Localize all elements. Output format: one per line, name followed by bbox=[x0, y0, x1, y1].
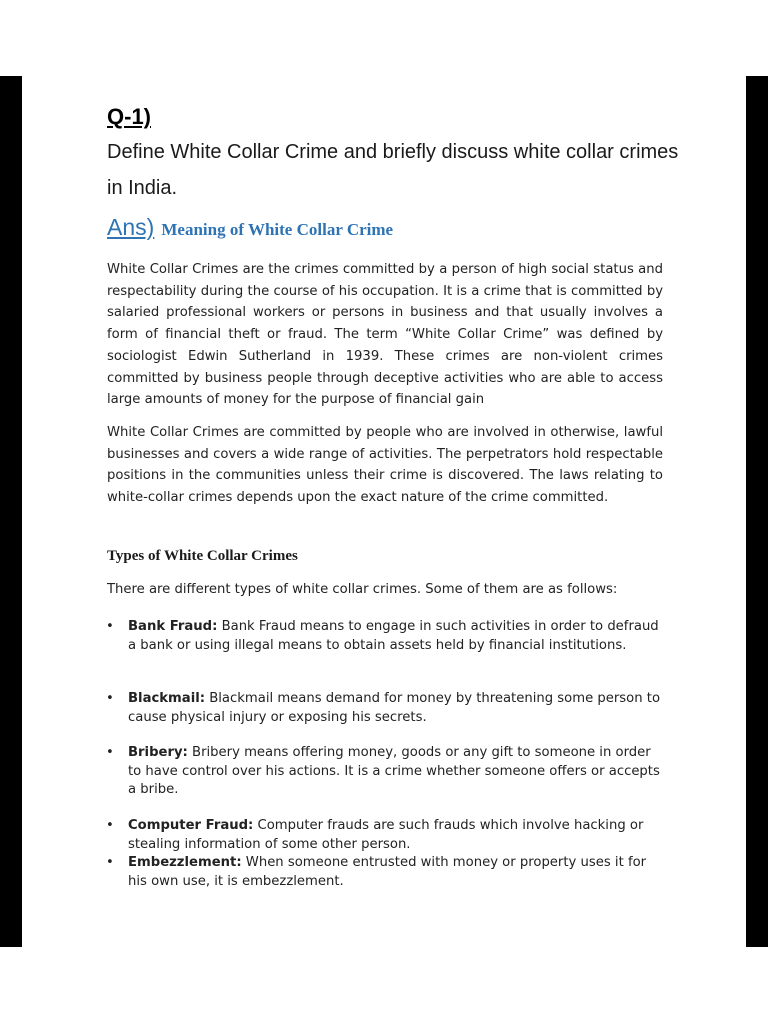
question-label: Q-1) bbox=[107, 104, 151, 129]
list-item-computer-fraud bbox=[106, 817, 668, 854]
bullet-icon: • bbox=[106, 619, 114, 634]
paragraph-scope: White Collar Crimes are committed by people who are involved in otherwise, lawful businesses and covers a wide range of activities. The perpetrators hold respectable positions in the communities unless their crime is discovered. The laws relating to white-collar crimes depends upon the exact nature of the crime committed. bbox=[107, 425, 663, 506]
desc-embezzlement: When someone entrusted with money or property uses it for his own use, it is embezzlement. bbox=[128, 855, 647, 889]
list-item-embezzlement bbox=[106, 854, 668, 891]
top-margin bbox=[0, 0, 768, 76]
term-blackmail: Blackmail: bbox=[128, 691, 206, 706]
types-heading: Types of White Collar Crimes bbox=[107, 548, 298, 564]
answer-heading-line bbox=[107, 214, 393, 241]
list-item-bank-fraud bbox=[106, 618, 668, 655]
bullet-icon: • bbox=[106, 855, 114, 870]
question-text: Define White Collar Crime and briefly discuss white collar crimes in India. bbox=[107, 141, 679, 199]
bullet-icon: • bbox=[106, 745, 114, 760]
answer-heading: Meaning of White Collar Crime bbox=[161, 220, 394, 239]
desc-bribery: Bribery means offering money, goods or any gift to someone in order to have control over his actions. It is a crime whether someone offers or accepts a bribe. bbox=[128, 745, 660, 797]
types-intro: There are different types of white collar crimes. Some of them are as follows: bbox=[107, 582, 618, 597]
term-computer-fraud: Computer Fraud: bbox=[128, 818, 254, 833]
desc-computer-fraud: Computer frauds are such frauds which involve hacking or stealing information of some other person. bbox=[128, 818, 644, 852]
list-item-bribery bbox=[106, 744, 668, 800]
document-page bbox=[22, 76, 746, 947]
bullet-icon: • bbox=[106, 691, 114, 706]
bullet-icon: • bbox=[106, 818, 114, 833]
bottom-margin bbox=[0, 947, 768, 1024]
answer-label: Ans) bbox=[107, 214, 155, 240]
paragraph-definition: White Collar Crimes are the crimes committed by a person of high social status and respectability during the course of his occupation. It is a crime that is committed by salaried professional workers or persons in business and that usually involves a form of financial theft or fraud. The term “White Collar Crime” was defined by sociologist Edwin Sutherland in 1939. These crimes are non-violent crimes committed by business people through deceptive activities who are able to access large amounts of money for the purpose of financial gain bbox=[107, 262, 663, 408]
term-bank-fraud: Bank Fraud: bbox=[128, 619, 218, 634]
term-embezzlement: Embezzlement: bbox=[128, 855, 242, 870]
desc-bank-fraud: Bank Fraud means to engage in such activities in order to defraud a bank or using illegal means to obtain assets held by financial institutions. bbox=[128, 619, 659, 653]
desc-blackmail: Blackmail means demand for money by threatening some person to cause physical injury or exposing his secrets. bbox=[128, 691, 661, 725]
right-border bbox=[746, 76, 768, 947]
list-item-blackmail bbox=[106, 690, 668, 727]
term-bribery: Bribery: bbox=[128, 745, 188, 760]
left-border bbox=[0, 76, 22, 947]
